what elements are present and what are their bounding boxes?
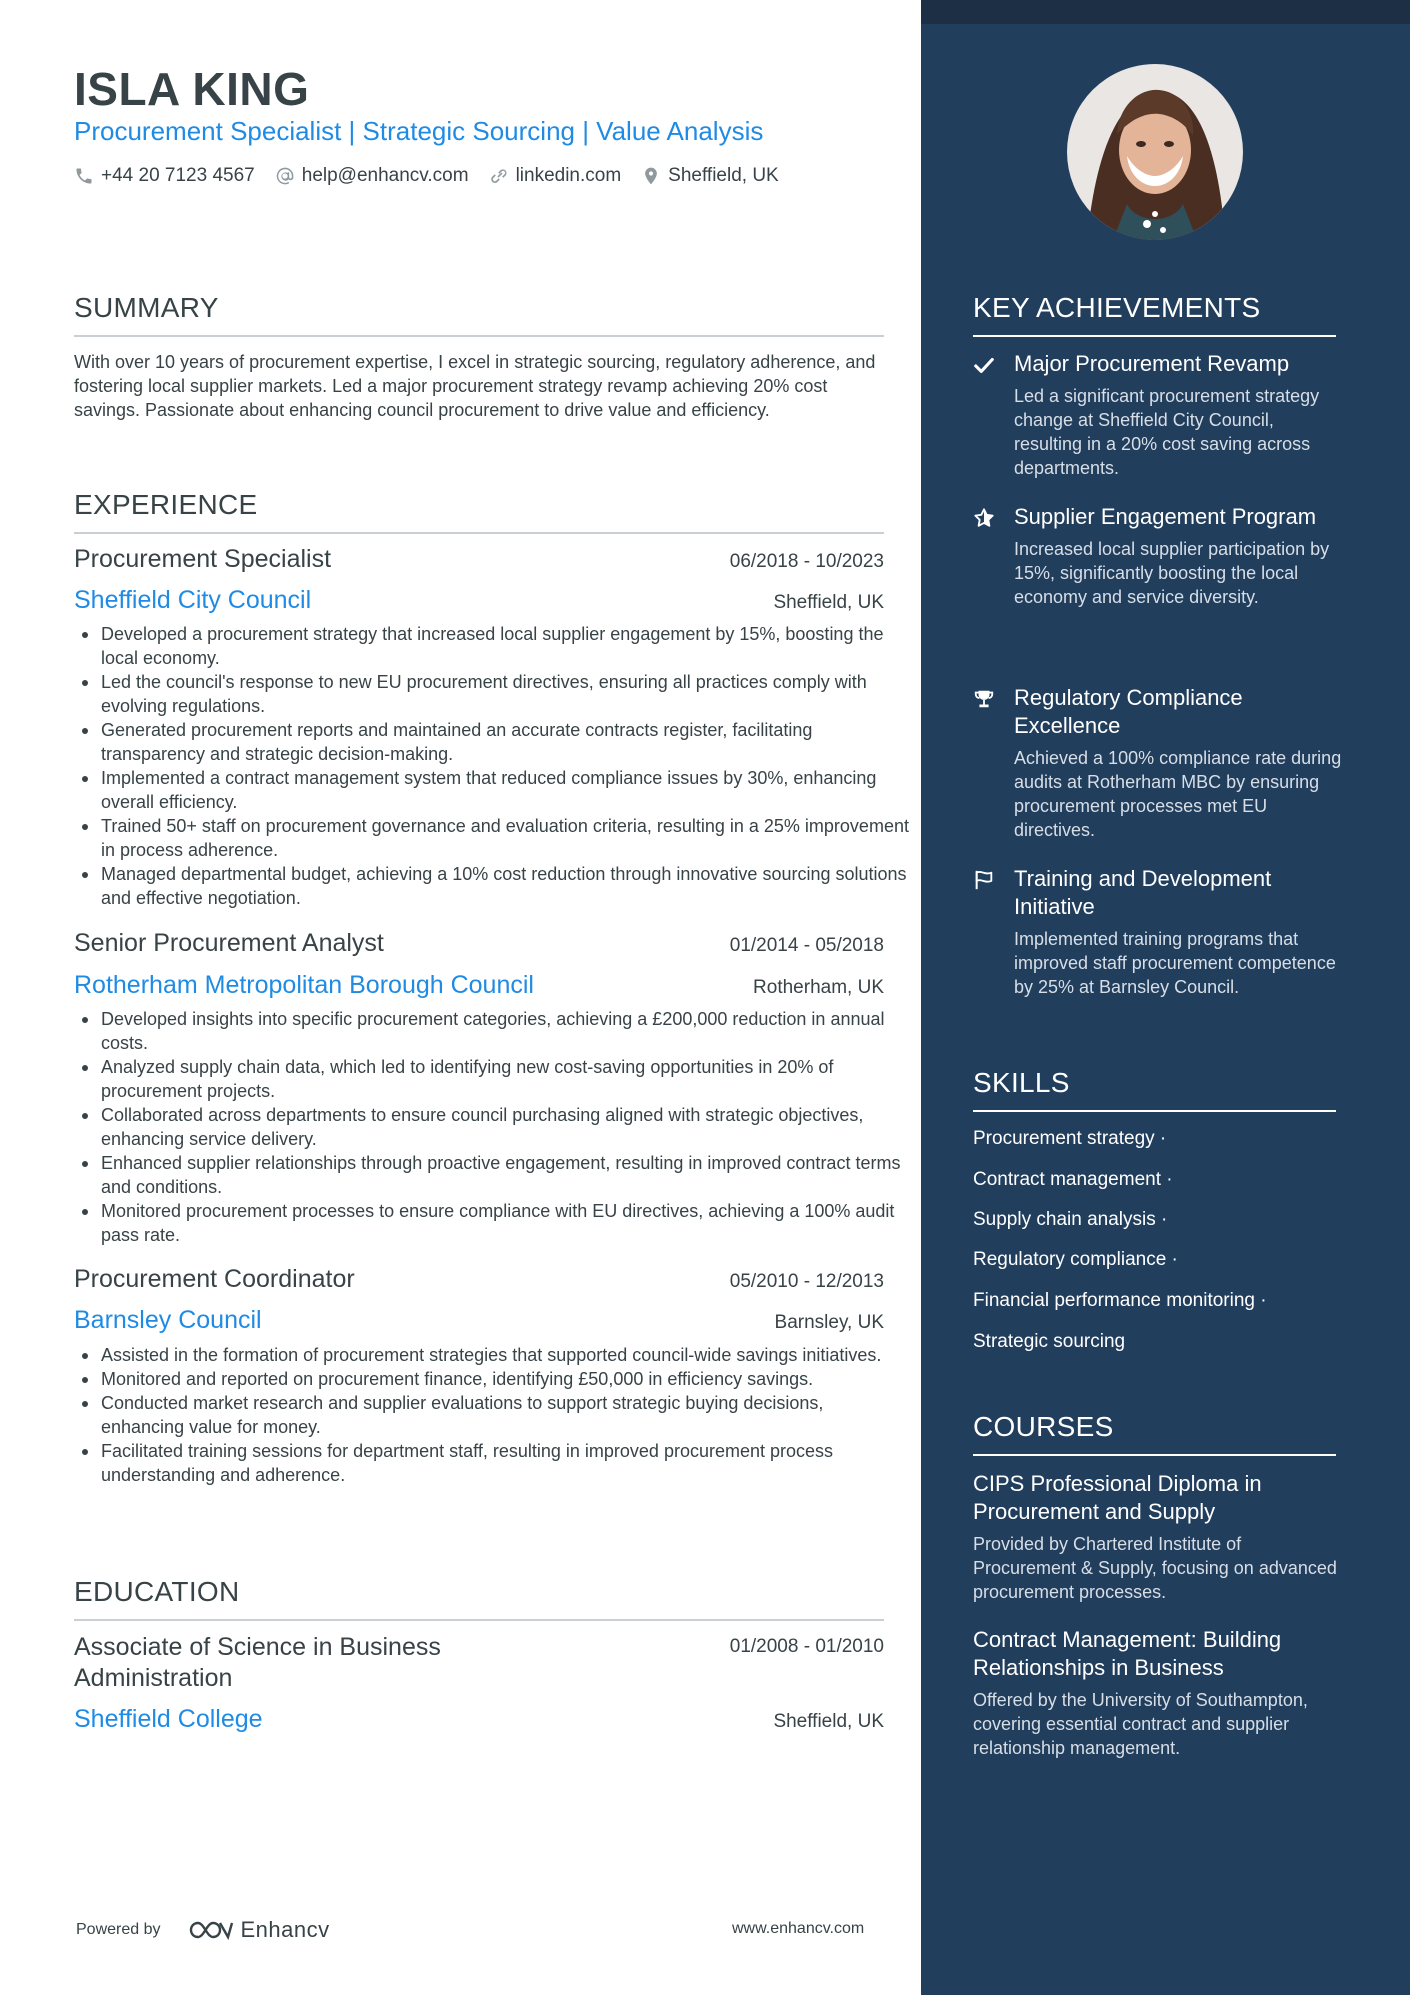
contact-row	[74, 165, 799, 187]
job-title: Senior Procurement Analyst	[74, 929, 384, 957]
job-title: Procurement Coordinator	[74, 1265, 355, 1293]
skills-heading: SKILLS	[973, 1067, 1336, 1112]
candidate-name: ISLA KING	[74, 63, 310, 115]
phone-icon	[74, 166, 94, 186]
job-dates: 01/2014 - 05/2018	[729, 935, 884, 956]
flag-icon	[973, 869, 995, 891]
education-heading: EDUCATION	[74, 1576, 884, 1621]
job-org-row	[74, 586, 884, 615]
list-item: Generated procurement reports and maintained an accurate contracts register, facilitating transparency and strategic decision-making.	[101, 718, 911, 766]
skill-item: Procurement strategy ·	[973, 1128, 1167, 1149]
job-title: Procurement Specialist	[74, 545, 332, 573]
job-header	[74, 929, 884, 958]
list-item: Facilitated training sessions for department staff, resulting in improved procurement process understanding and adherence.	[101, 1439, 911, 1487]
job-header	[74, 545, 884, 574]
list-item: Assisted in the formation of procurement strategies that supported council-wide savings initiatives.	[101, 1343, 911, 1367]
course-item	[973, 1470, 1343, 1604]
footer-branding	[76, 1917, 330, 1943]
job-dates: 06/2018 - 10/2023	[729, 551, 884, 572]
list-item: Monitored procurement processes to ensure compliance with EU directives, achieving a 100% audit pass rate.	[101, 1199, 911, 1247]
contact-phone-text: +44 20 7123 4567	[101, 165, 255, 186]
achievement-description: Implemented training programs that improved staff procurement competence by 25% at Barnsley Council.	[1014, 929, 1336, 997]
course-title: Contract Management: Building Relationships in Business	[973, 1627, 1282, 1680]
achievement-title: Major Procurement Revamp	[1014, 351, 1290, 376]
skill-item: Strategic sourcing	[973, 1331, 1126, 1352]
achievements-heading: KEY ACHIEVEMENTS	[973, 292, 1336, 337]
list-item: Managed departmental budget, achieving a 10% cost reduction through innovative sourcing solutions and effective negotiation.	[101, 862, 911, 910]
education-dates: 01/2008 - 01/2010	[729, 1636, 884, 1657]
list-item: Analyzed supply chain data, which led to identifying new cost-saving opportunities in 20% of procurement projects.	[101, 1055, 911, 1103]
list-item: Conducted market research and supplier evaluations to support strategic buying decisions, enhancing value for money.	[101, 1391, 911, 1439]
job-location: Sheffield, UK	[773, 592, 884, 613]
education-school-row	[74, 1705, 884, 1734]
achievement-item	[973, 350, 1343, 480]
trophy-icon	[973, 688, 995, 710]
course-item	[973, 1626, 1343, 1760]
powered-by-label: Powered by	[76, 1921, 161, 1938]
enhancv-logo-icon	[187, 1918, 233, 1942]
list-item: Enhanced supplier relationships through proactive engagement, resulting in improved contract terms and conditions.	[101, 1151, 911, 1199]
achievement-title: Supplier Engagement Program	[1014, 504, 1317, 529]
contact-location-text: Sheffield, UK	[668, 165, 779, 186]
enhancv-logo[interactable]	[187, 1917, 330, 1943]
school-name: Sheffield College	[74, 1705, 263, 1733]
job-organization: Sheffield City Council	[74, 586, 312, 614]
experience-heading: EXPERIENCE	[74, 489, 884, 534]
contact-email[interactable]	[275, 165, 469, 187]
job-organization: Rotherham Metropolitan Borough Council	[74, 971, 534, 999]
summary-text: With over 10 years of procurement expertise, I excel in strategic sourcing, regulatory adherence, and fostering local supplier markets. Led a major procurement strategy revamp achieving 20% cost savings. Passionate about enhancing council procurement to drive value and efficiency.	[74, 352, 876, 420]
summary-heading: SUMMARY	[74, 292, 884, 337]
achievement-title: Training and Development Initiative	[1014, 866, 1272, 919]
course-title: CIPS Professional Diploma in Procurement and Supply	[973, 1471, 1262, 1524]
portrait-illustration	[1067, 64, 1243, 240]
course-description: Offered by the University of Southampton, covering essential contract and supplier relationship management.	[973, 1690, 1308, 1758]
contact-email-text: help@enhancv.com	[301, 165, 469, 186]
achievement-item	[973, 865, 1343, 999]
course-description: Provided by Chartered Institute of Procurement & Supply, focusing on advanced procurement processes.	[973, 1534, 1337, 1602]
job-header	[74, 1265, 884, 1294]
footer-url[interactable]: www.enhancv.com	[732, 1920, 865, 1937]
enhancv-brand-text: Enhancv	[240, 1917, 330, 1942]
list-item: Developed insights into specific procurement categories, achieving a £200,000 reduction in annual costs.	[101, 1007, 911, 1055]
achievement-item	[973, 684, 1343, 842]
headline: Procurement Specialist | Strategic Sourcing | Value Analysis	[74, 116, 764, 146]
job-org-row	[74, 1306, 884, 1335]
school-location: Sheffield, UK	[773, 1711, 884, 1732]
contact-phone[interactable]	[74, 165, 255, 187]
contact-linkedin-text: linkedin.com	[515, 165, 622, 186]
degree-title: Associate of Science in Business Administration	[74, 1633, 441, 1692]
list-item: Led the council's response to new EU procurement directives, ensuring all practices comply with evolving regulations.	[101, 670, 911, 718]
link-icon	[489, 166, 509, 186]
courses-heading: COURSES	[973, 1411, 1336, 1456]
contact-linkedin[interactable]	[489, 165, 622, 187]
job-org-row	[74, 971, 884, 1000]
skill-item: Supply chain analysis ·	[973, 1209, 1168, 1230]
job-location: Barnsley, UK	[774, 1312, 884, 1333]
skill-item: Regulatory compliance ·	[973, 1249, 1178, 1270]
achievement-description: Achieved a 100% compliance rate during audits at Rotherham MBC by ensuring procurement processes met EU directives.	[1014, 748, 1342, 840]
contact-location	[641, 165, 779, 187]
sidebar-top-bar	[921, 0, 1410, 24]
list-item: Developed a procurement strategy that increased local supplier engagement by 15%, boosting the local economy.	[101, 622, 911, 670]
job-location: Rotherham, UK	[753, 977, 884, 998]
checkmark-icon	[973, 354, 995, 376]
star-icon	[973, 507, 995, 529]
achievement-title: Regulatory Compliance Excellence	[1014, 685, 1243, 738]
skill-item: Financial performance monitoring ·	[973, 1290, 1267, 1311]
achievement-description: Increased local supplier participation by 15%, significantly boosting the local economy and service diversity.	[1014, 539, 1330, 607]
sidebar	[921, 0, 1410, 1995]
location-pin-icon	[641, 166, 661, 186]
job-bullets	[74, 1343, 911, 1487]
list-item: Monitored and reported on procurement finance, identifying £50,000 in efficiency savings.	[101, 1367, 911, 1391]
list-item: Collaborated across departments to ensure council purchasing aligned with strategic objectives, enhancing service delivery.	[101, 1103, 911, 1151]
achievement-item	[973, 503, 1343, 609]
profile-photo	[1067, 64, 1243, 240]
job-organization: Barnsley Council	[74, 1306, 262, 1334]
job-bullets	[74, 622, 911, 910]
at-icon	[275, 166, 295, 186]
list-item: Implemented a contract management system that reduced compliance issues by 30%, enhancing overall efficiency.	[101, 766, 911, 814]
job-bullets	[74, 1007, 911, 1247]
skill-item: Contract management ·	[973, 1169, 1173, 1190]
achievement-description: Led a significant procurement strategy change at Sheffield City Council, resulting in a 20% cost saving across departments.	[1014, 386, 1320, 478]
job-dates: 05/2010 - 12/2013	[729, 1271, 884, 1292]
list-item: Trained 50+ staff on procurement governance and evaluation criteria, resulting in a 25% improvement in process adherence.	[101, 814, 911, 862]
